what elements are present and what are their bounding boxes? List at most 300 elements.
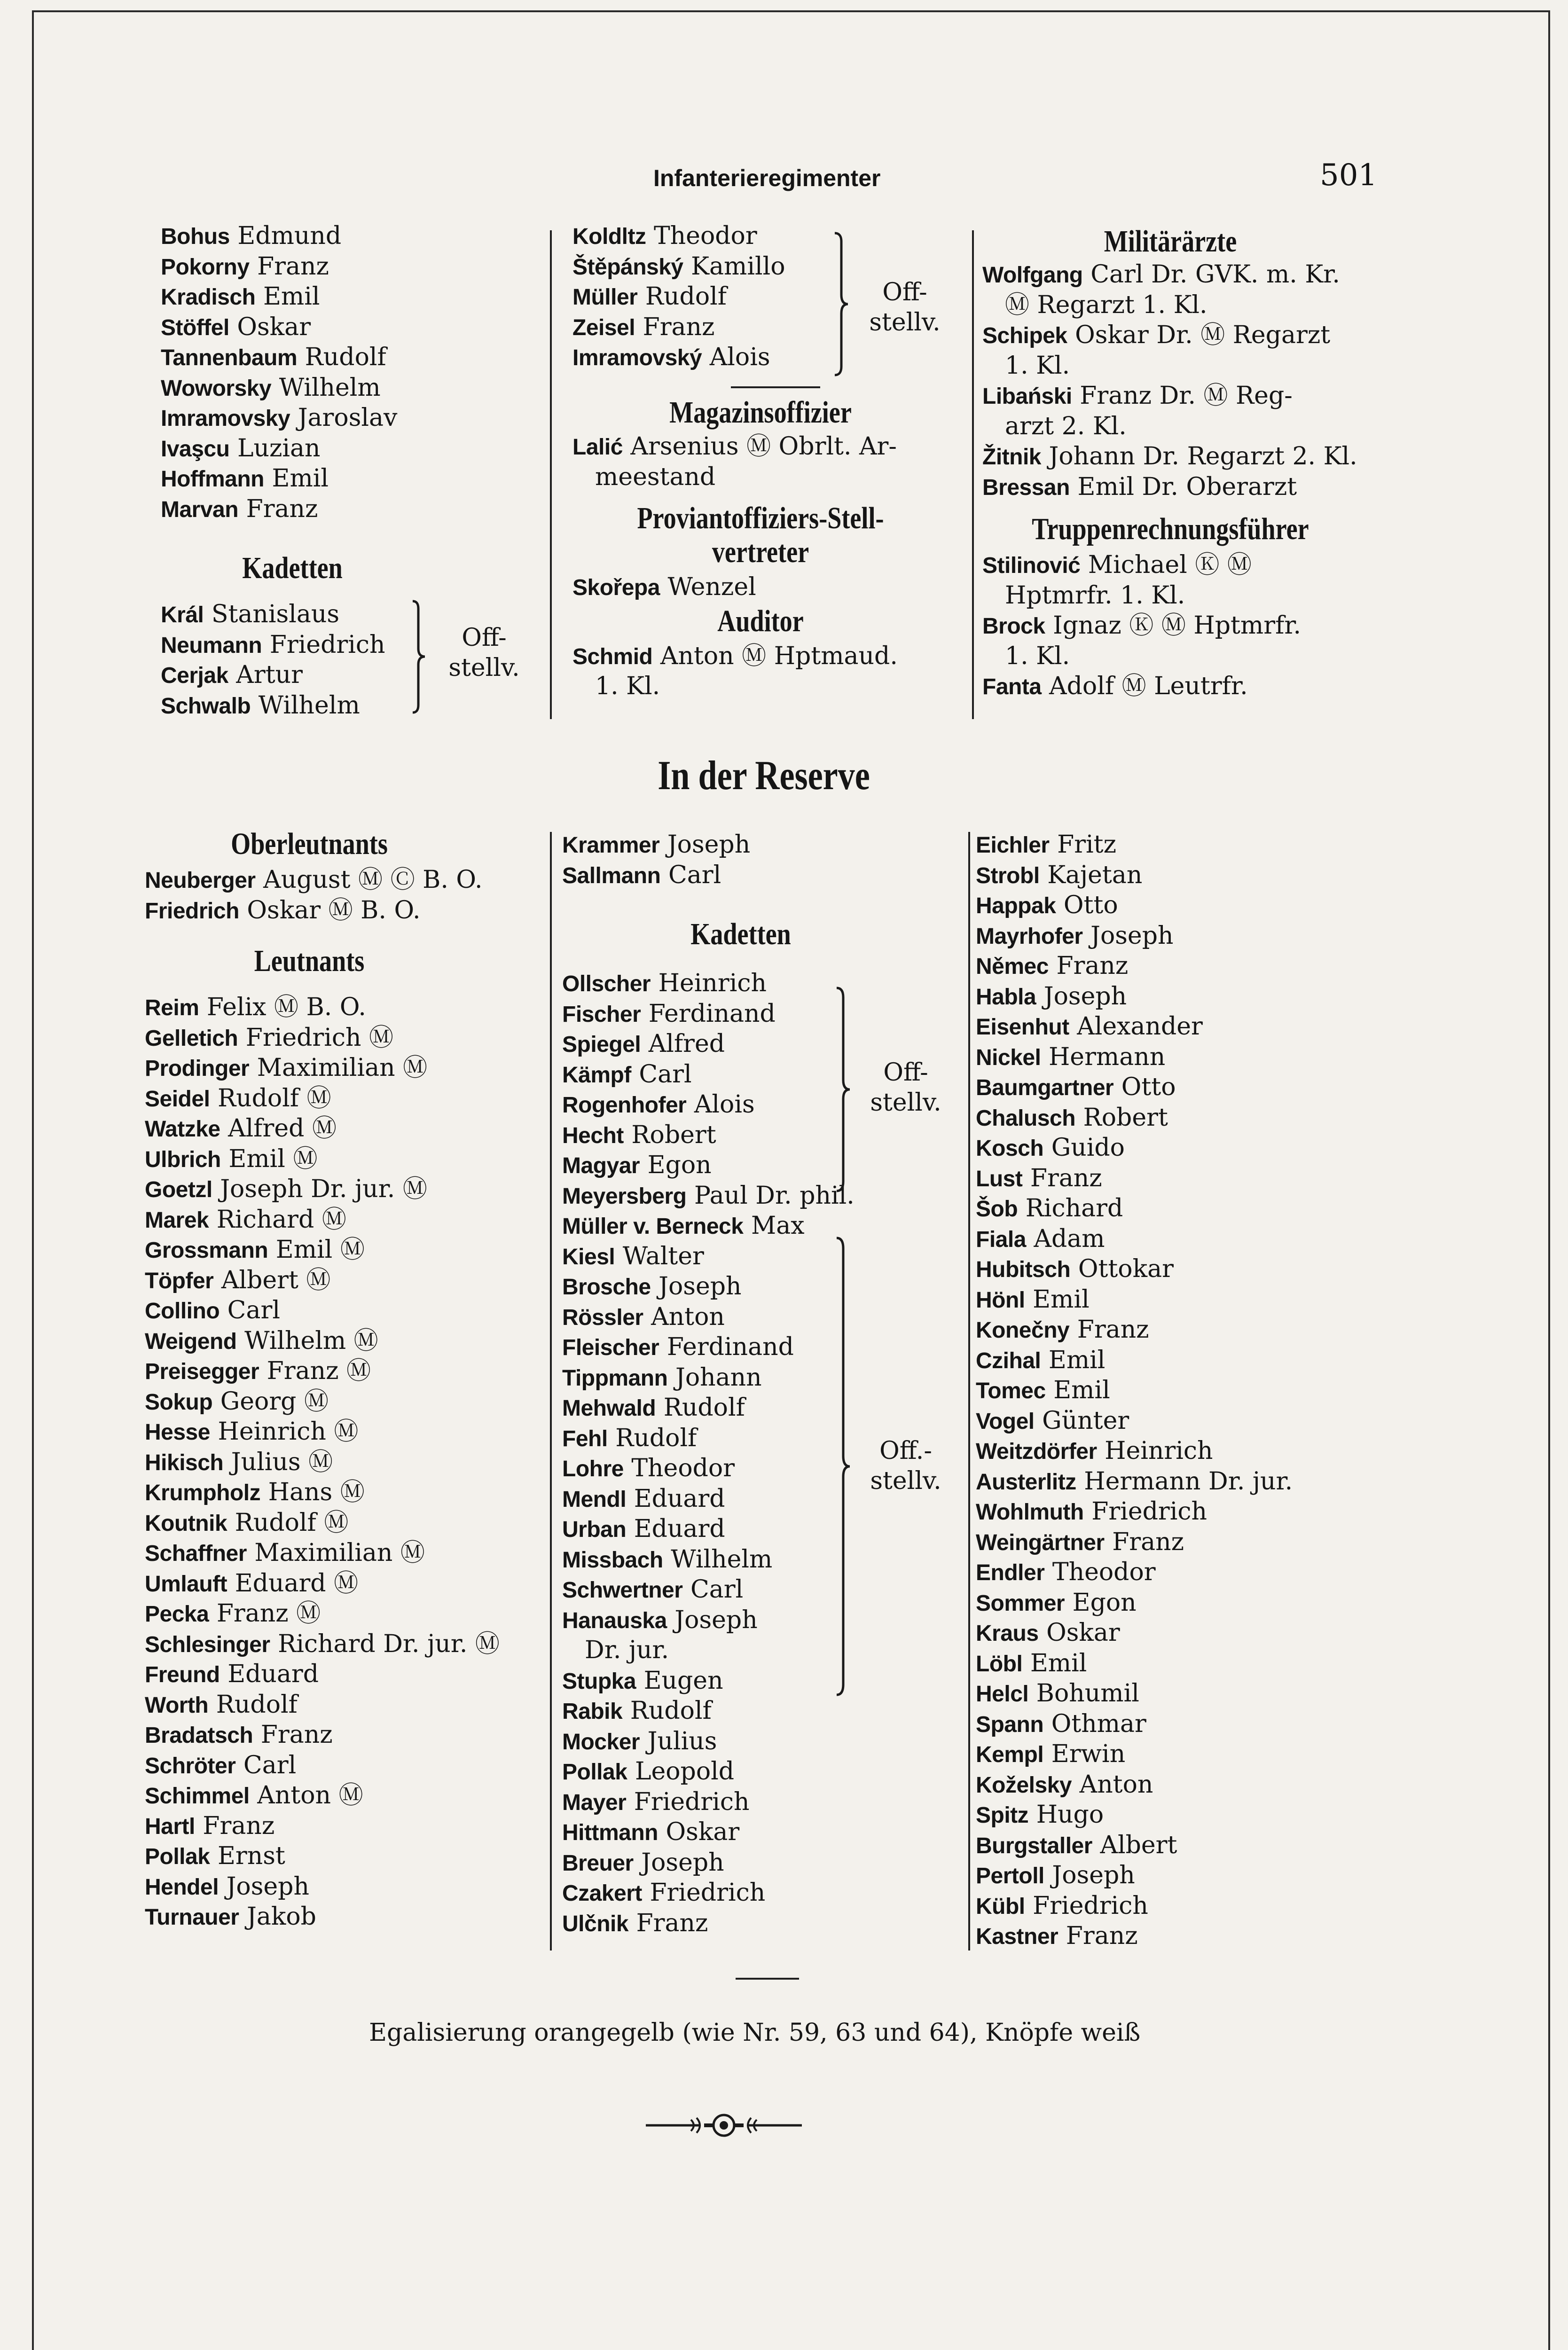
list-item: [562, 830, 976, 860]
list-item: [145, 1538, 558, 1568]
surname: Žitnik: [982, 445, 1041, 470]
list-item: [976, 1891, 1399, 1921]
list-item: [161, 403, 565, 433]
list-item: [145, 1872, 558, 1902]
given-name-and-details: Friedrich: [634, 1787, 750, 1816]
rule: [731, 386, 820, 388]
surname: Koldltz: [572, 224, 646, 249]
surname: Burgstaller: [976, 1833, 1092, 1858]
list-item: [562, 999, 976, 1029]
list-item: [976, 1072, 1399, 1103]
given-name-and-details: Eduard Ⓜ: [235, 1569, 359, 1598]
list-item: [145, 1508, 558, 1538]
surname: Fleischer: [562, 1335, 659, 1360]
given-name-and-details: Rudolf: [216, 1690, 298, 1719]
given-name-and-details: Guido: [1051, 1134, 1125, 1162]
given-name-and-details: Joseph: [1090, 921, 1174, 950]
surname: Schaffner: [145, 1541, 247, 1566]
list-item: [562, 1908, 976, 1939]
surname: Marvan: [161, 497, 239, 522]
given-name-and-details: Johann Dr. Regarzt 2. Kl.: [1049, 442, 1357, 470]
list-item: [976, 1103, 1399, 1133]
list-item: [145, 1659, 558, 1690]
given-name-and-details: Edmund: [237, 222, 342, 250]
given-name-and-details: Joseph: [1043, 982, 1127, 1010]
given-name-and-details: Arsenius Ⓜ Obrlt. Ar-: [630, 432, 897, 461]
surname: Ollscher: [562, 971, 651, 996]
given-name-and-details: Anton Ⓜ: [257, 1781, 363, 1810]
given-name-and-details: Erwin: [1051, 1740, 1126, 1768]
surname: Spitz: [976, 1803, 1029, 1828]
given-name-and-details: Walter: [622, 1242, 704, 1270]
list-item: [145, 1205, 558, 1235]
list-item: [562, 1726, 976, 1757]
given-name-and-details: Egon: [1072, 1588, 1137, 1617]
given-name-and-details: Egon: [647, 1151, 712, 1179]
surname: Tannenbaum: [161, 345, 298, 370]
surname: Bradatsch: [145, 1723, 253, 1748]
surname: Fiala: [976, 1227, 1026, 1252]
given-name-and-details: August Ⓜ Ⓒ B. O.: [263, 866, 483, 894]
surname: Eichler: [976, 833, 1050, 858]
list-item: [982, 259, 1405, 290]
list-item: [976, 921, 1399, 951]
given-name-and-details: Luzian: [237, 434, 321, 462]
given-name-and-details: Ferdinand: [666, 1333, 794, 1361]
list-item: [562, 1211, 976, 1241]
reserve-col3: [976, 830, 1399, 1951]
list-item: [145, 1841, 558, 1872]
given-name-and-details: Ernst: [217, 1842, 285, 1870]
given-name-and-details: Oskar: [1046, 1619, 1120, 1647]
given-name-and-details: Leopold: [635, 1757, 735, 1786]
brace-label: Off- stellv.: [448, 624, 520, 682]
list-item: [982, 411, 1405, 442]
surname: Friedrich: [145, 898, 239, 924]
given-name-and-details: Carl: [639, 1060, 692, 1089]
surname: Schmid: [572, 644, 653, 669]
surname: Pokorny: [161, 254, 250, 280]
given-name-and-details: Maximilian Ⓜ: [254, 1539, 425, 1567]
list-item: [976, 1011, 1399, 1042]
kadetten-heading: Kadetten: [242, 551, 343, 585]
given-name-and-details: Emil Ⓜ: [275, 1236, 365, 1264]
given-name-and-details: Artur: [236, 661, 303, 689]
given-name-and-details: Carl: [227, 1296, 280, 1324]
given-name-and-details: Franz: [1030, 1164, 1102, 1192]
given-name-and-details: Carl: [690, 1575, 744, 1604]
surname: Hittmann: [562, 1820, 658, 1845]
surname: Neuberger: [145, 868, 256, 893]
given-name-and-details: Rudolf Ⓜ: [235, 1508, 349, 1537]
list-item: [145, 992, 558, 1023]
surname: Fehl: [562, 1426, 608, 1451]
kadetten-heading: Kadetten: [690, 917, 791, 951]
list-item: [562, 968, 976, 999]
given-name-and-details: Wilhelm Ⓜ: [244, 1326, 378, 1355]
surname: Müller: [572, 285, 638, 310]
list-item: [562, 1817, 976, 1848]
list-item: [976, 1709, 1399, 1739]
surname: Sokup: [145, 1389, 213, 1415]
given-name-and-details: Theodor: [1052, 1558, 1156, 1586]
top-col2-lower: [572, 396, 981, 702]
given-name-and-details: Albert Ⓜ: [221, 1266, 331, 1294]
given-name-and-details: Joseph: [667, 830, 751, 859]
given-name-and-details: Franz: [203, 1811, 275, 1840]
surname: Sommer: [976, 1590, 1065, 1616]
reserve-col1: [145, 827, 558, 1932]
list-item: [161, 221, 565, 251]
given-name-and-details: Joseph: [674, 1606, 758, 1634]
given-name-and-details: Emil: [1033, 1285, 1090, 1314]
surname: Šob: [976, 1197, 1018, 1222]
list-item: [562, 1241, 976, 1272]
given-name-and-details: Hans Ⓜ: [268, 1478, 365, 1506]
surname: Pecka: [145, 1602, 209, 1627]
surname: Lust: [976, 1166, 1023, 1191]
surname: Helcl: [976, 1682, 1029, 1707]
list-item: [982, 472, 1405, 502]
surname: Schimmel: [145, 1784, 250, 1809]
auditor-heading: Auditor: [717, 603, 804, 638]
surname: Neumann: [161, 633, 262, 658]
list-item: [976, 890, 1399, 921]
surname: Grossmann: [145, 1238, 268, 1263]
list-item: [976, 1618, 1399, 1648]
surname: Löbl: [976, 1651, 1023, 1676]
surname: Konečny: [976, 1318, 1070, 1343]
surname: Fanta: [982, 674, 1042, 699]
given-name-and-details: Oskar Ⓜ B. O.: [247, 896, 421, 924]
given-name-and-details: Johann: [675, 1363, 762, 1392]
given-name-and-details: Friedrich: [1091, 1497, 1207, 1526]
given-name-and-details: meestand: [595, 462, 716, 491]
list-item: [976, 981, 1399, 1012]
given-name-and-details: Rudolf: [630, 1697, 712, 1725]
given-name-and-details: Ignaz Ⓚ Ⓜ Hptmrfr.: [1053, 611, 1301, 640]
surname: Tomec: [976, 1379, 1046, 1403]
surname: Rogenhofer: [562, 1093, 687, 1118]
surname: Zeisel: [572, 315, 635, 340]
given-name-and-details: Kamillo: [691, 252, 785, 281]
list-item: [562, 1635, 976, 1666]
list-item: [976, 1133, 1399, 1163]
surname: Pollak: [562, 1760, 627, 1785]
given-name-and-details: Alois: [709, 343, 770, 371]
oberleutnants-heading: Oberleutnants: [231, 827, 388, 861]
given-name-and-details: Franz: [246, 494, 318, 523]
surname: Hikisch: [145, 1450, 224, 1475]
surname: Kosch: [976, 1136, 1044, 1161]
brace: [834, 986, 853, 1193]
given-name-and-details: Hptmrfr. 1. Kl.: [1005, 581, 1185, 610]
list-item: [976, 1588, 1399, 1618]
name-list: [161, 221, 565, 524]
given-name-and-details: Julius Ⓜ: [231, 1448, 333, 1476]
leutnants-list: [145, 992, 558, 1932]
surname: Hubitsch: [976, 1257, 1071, 1282]
surname: Mayer: [562, 1790, 627, 1815]
surname: Kempl: [976, 1742, 1044, 1767]
list-item: [562, 1302, 976, 1332]
surname: Rössler: [562, 1305, 643, 1330]
surname: Hönl: [976, 1287, 1025, 1313]
surname: Woworsky: [161, 376, 272, 401]
list-item: [145, 1386, 558, 1417]
given-name-and-details: Anton: [651, 1302, 725, 1331]
list-item: [161, 282, 565, 312]
given-name-and-details: Rudolf: [615, 1424, 697, 1452]
given-name-and-details: 1. Kl.: [1005, 351, 1070, 380]
given-name-and-details: Franz: [1077, 1316, 1149, 1344]
given-name-and-details: Alfred Ⓜ: [228, 1114, 337, 1143]
list-item: [976, 830, 1399, 860]
page-number: 501: [1320, 158, 1378, 193]
given-name-and-details: Emil: [263, 282, 320, 311]
column-rule: [972, 230, 974, 719]
list-item: [562, 1181, 976, 1211]
list-item: [562, 1756, 976, 1787]
list-item: [976, 1678, 1399, 1709]
list-item: [145, 1235, 558, 1265]
list-item: [976, 1860, 1399, 1891]
surname: Cerjak: [161, 663, 228, 688]
given-name-and-details: Richard Dr. jur. Ⓜ: [278, 1629, 500, 1658]
given-name-and-details: Eduard: [227, 1660, 319, 1688]
list-item: [145, 1811, 558, 1841]
list-item: [572, 671, 981, 702]
list-item: [976, 1830, 1399, 1861]
list-item: [145, 1750, 558, 1781]
given-name-and-details: Franz: [1066, 1922, 1138, 1950]
surname: Preisegger: [145, 1359, 259, 1384]
list-item: [562, 1787, 976, 1817]
list-item: [562, 1574, 976, 1605]
surname: Tippmann: [562, 1365, 668, 1391]
given-name-and-details: Franz: [1112, 1528, 1184, 1556]
surname: Mendl: [562, 1487, 627, 1512]
surname: Fischer: [562, 1002, 641, 1027]
list-item: [976, 1739, 1399, 1770]
rule: [736, 1978, 799, 1980]
list-item: [562, 1332, 976, 1363]
given-name-and-details: Theodor: [654, 222, 757, 250]
given-name-and-details: Adolf Ⓜ Leutrfr.: [1049, 672, 1248, 700]
given-name-and-details: Dr. jur.: [585, 1636, 669, 1664]
surname: Koželsky: [976, 1772, 1072, 1798]
list-item: [562, 860, 976, 891]
surname: Urban: [562, 1517, 627, 1542]
given-name-and-details: Franz: [257, 252, 329, 281]
list-item: [982, 290, 1405, 321]
list-item: [976, 1557, 1399, 1588]
surname: Kastner: [976, 1924, 1058, 1949]
list-item: [145, 1023, 558, 1053]
given-name-and-details: Alois: [694, 1090, 755, 1119]
given-name-and-details: Max: [751, 1212, 805, 1240]
surname: Bohus: [161, 224, 230, 249]
list-item: [562, 1514, 976, 1544]
given-name-and-details: Joseph: [226, 1872, 309, 1901]
list-item: [145, 1295, 558, 1326]
surname: Turnauer: [145, 1905, 239, 1930]
surname: Pollak: [145, 1844, 210, 1869]
given-name-and-details: Julius: [647, 1727, 717, 1755]
surname: Missbach: [562, 1547, 663, 1573]
surname: Magyar: [562, 1153, 640, 1178]
given-name-and-details: Oskar: [237, 313, 311, 341]
given-name-and-details: Heinrich Ⓜ: [218, 1418, 359, 1446]
list-item: [161, 690, 565, 721]
given-name-and-details: Felix Ⓜ B. O.: [206, 993, 366, 1021]
list-item: [161, 433, 565, 464]
surname: Stupka: [562, 1668, 636, 1694]
truppen-heading: Truppenrechnungsführer: [1032, 512, 1309, 546]
list-item: [562, 1696, 976, 1726]
surname: Schipek: [982, 323, 1067, 348]
given-name-and-details: Oskar: [666, 1818, 740, 1846]
given-name-and-details: Jaroslav: [298, 404, 398, 432]
list-item: [982, 611, 1405, 641]
given-name-and-details: Franz Dr. Ⓜ Reg-: [1080, 382, 1293, 410]
list-item: [145, 865, 558, 895]
column-rule: [968, 832, 970, 1950]
proviant-list: [572, 572, 981, 603]
proviant-heading-1: Proviantoffiziers-Stell-: [637, 501, 884, 535]
given-name-and-details: Richard: [1025, 1194, 1123, 1222]
surname: Nickel: [976, 1045, 1041, 1070]
surname: Wohlmuth: [976, 1500, 1084, 1525]
list-item: [145, 1053, 558, 1083]
top-col3: [982, 225, 1405, 702]
list-item: [982, 381, 1405, 411]
list-item: [976, 1436, 1399, 1466]
surname: Hesse: [145, 1420, 210, 1445]
given-name-and-details: Hermann: [1048, 1042, 1166, 1071]
list-item: [976, 1921, 1399, 1951]
list-item: [161, 494, 565, 525]
surname: Collino: [145, 1299, 220, 1324]
given-name-and-details: Robert: [1083, 1103, 1168, 1132]
list-item: [976, 1648, 1399, 1679]
surname: Hendel: [145, 1874, 219, 1900]
surname: Ivaşcu: [161, 436, 230, 462]
given-name-and-details: Rudolf Ⓜ: [217, 1084, 331, 1112]
list-item: [982, 550, 1405, 580]
list-item: [161, 251, 565, 282]
given-name-and-details: Fritz: [1057, 830, 1116, 859]
list-item: [145, 1083, 558, 1114]
given-name-and-details: Theodor: [631, 1454, 735, 1482]
given-name-and-details: Heinrich: [1105, 1437, 1213, 1465]
list-item: [976, 1285, 1399, 1315]
list-item: [145, 1477, 558, 1508]
list-item: [976, 1800, 1399, 1830]
surname: Schröter: [145, 1753, 236, 1778]
list-item: [982, 671, 1405, 702]
given-name-and-details: Günter: [1042, 1406, 1129, 1435]
list-item: [562, 1666, 976, 1696]
surname: Mehwald: [562, 1396, 656, 1421]
given-name-and-details: Otto: [1121, 1073, 1176, 1101]
surname: Stöffel: [161, 315, 229, 340]
list-item: [982, 320, 1405, 351]
list-item: [562, 1363, 976, 1393]
list-item: [145, 1690, 558, 1720]
list-item: [976, 1163, 1399, 1194]
surname: Weingärtner: [976, 1530, 1105, 1555]
surname: Hartl: [145, 1814, 195, 1839]
surname: Breuer: [562, 1850, 634, 1876]
list-item: [562, 1393, 976, 1423]
surname: Mocker: [562, 1729, 640, 1755]
brace-label: Off- stellv.: [870, 1058, 941, 1117]
surname: Töpfer: [145, 1268, 214, 1293]
surname: Endler: [976, 1560, 1045, 1585]
magazin-list: [572, 431, 981, 492]
given-name-and-details: Adam: [1034, 1224, 1105, 1253]
surname: Ulčnik: [562, 1911, 629, 1936]
given-name-and-details: Alexander: [1077, 1012, 1203, 1041]
list-item: [145, 1447, 558, 1478]
given-name-and-details: Richard Ⓜ: [216, 1205, 346, 1234]
list-item: [161, 373, 565, 403]
brace: [832, 231, 851, 377]
given-name-and-details: Hermann Dr. jur.: [1084, 1467, 1293, 1496]
given-name-and-details: Wenzel: [667, 573, 756, 601]
ornament-icon: [644, 2111, 804, 2139]
surname: Ulbrich: [145, 1147, 221, 1172]
given-name-and-details: Franz: [260, 1721, 333, 1749]
given-name-and-details: 1. Kl.: [1005, 642, 1070, 670]
surname: Hoffmann: [161, 467, 264, 492]
column-rule: [550, 832, 552, 1950]
list-item: [145, 1780, 558, 1811]
given-name-and-details: Otto: [1063, 891, 1118, 919]
given-name-and-details: Friedrich: [269, 630, 385, 659]
surname: Kübl: [976, 1894, 1025, 1919]
list-item: [145, 1417, 558, 1447]
given-name-and-details: Hugo: [1036, 1801, 1104, 1829]
surname: Weigend: [145, 1329, 237, 1354]
given-name-and-details: Franz: [643, 313, 715, 341]
surname: Spiegel: [562, 1032, 641, 1057]
list-item: [976, 1042, 1399, 1073]
surname: Sallmann: [562, 863, 661, 888]
given-name-and-details: Jakob: [247, 1903, 316, 1931]
surname: Reim: [145, 995, 199, 1020]
given-name-and-details: Wilhelm: [279, 373, 381, 402]
surname: Happak: [976, 893, 1056, 918]
given-name-and-details: Anton: [1079, 1770, 1153, 1799]
leutnants-heading: Leutnants: [254, 944, 365, 978]
surname: Hecht: [562, 1123, 624, 1148]
list-item: [572, 431, 981, 462]
given-name-and-details: Michael Ⓚ Ⓜ: [1088, 551, 1252, 579]
brace-label: Off- stellv.: [869, 278, 941, 337]
surname: Krammer: [562, 833, 660, 858]
name-list: [562, 830, 976, 890]
list-item: [562, 1029, 976, 1059]
surname: Chalusch: [976, 1105, 1076, 1131]
surname: Koutnik: [145, 1511, 227, 1536]
surname: Stilinović: [982, 553, 1081, 578]
surname: Worth: [145, 1692, 209, 1718]
brace: [410, 599, 429, 714]
surname: Skořepa: [572, 575, 660, 600]
surname: Prodinger: [145, 1056, 250, 1081]
